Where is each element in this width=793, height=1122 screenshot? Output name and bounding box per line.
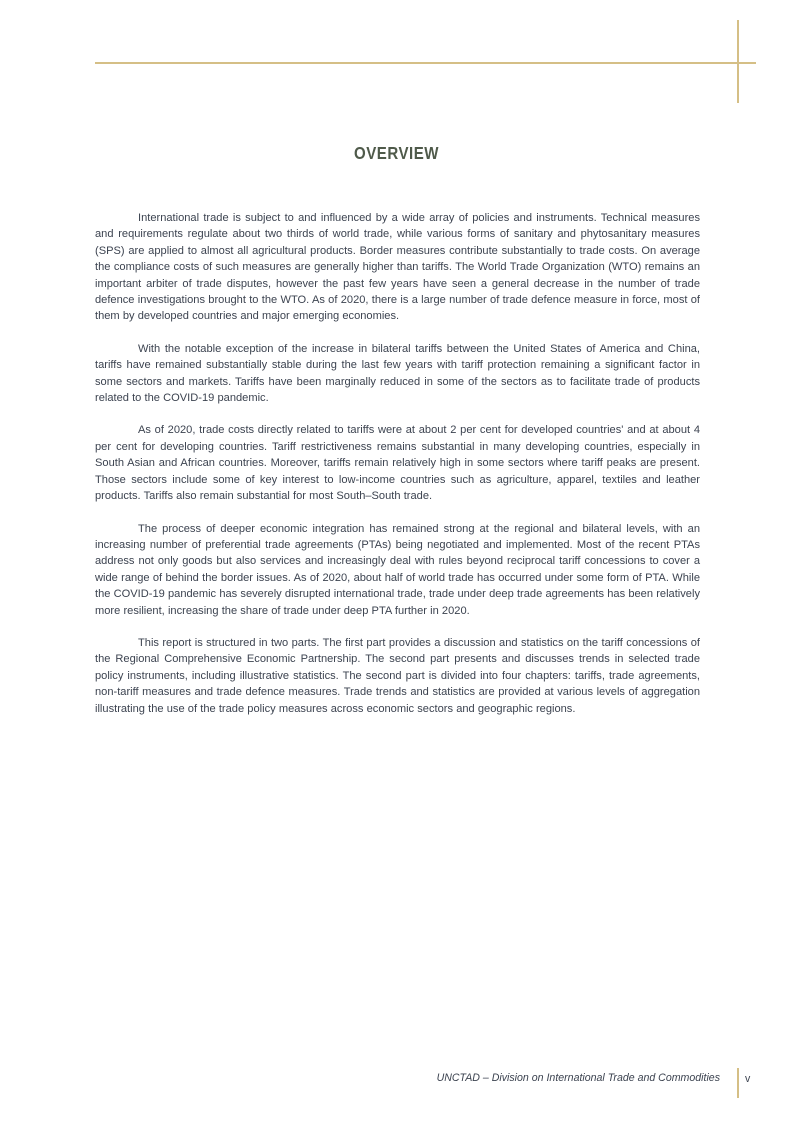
page-footer: [0, 1068, 793, 1098]
body-text-block: [95, 210, 700, 717]
page-title: OVERVIEW: [354, 143, 439, 163]
header-vertical-rule: [737, 20, 739, 103]
paragraph: The process of deeper economic integration has remained strong at the regional and bilateral levels, with an increasing number of preferential trade agreements (PTAs) being negotiated and implemented. Most of the recent PTAs address not only goods but also services and increasingly deal with rules beyond reciprocal tariff concessions to cover a wide range of behind the border issues. As of 2020, about half of world trade has occurred under some form of PTA. While the COVID-19 pandemic has severely disrupted international trade, trade under deep trade agreements has been relatively more resilient, increasing the share of trade under deep PTA further in 2020.: [95, 522, 700, 617]
footer-attribution: UNCTAD – Division on International Trade and Commodities: [436, 1072, 720, 1084]
paragraph: International trade is subject to and influenced by a wide array of policies and instruments. Technical measures and requirements regulate about two thirds of world trade, while various forms of sanitary and phytosanitary measures (SPS) are applied to almost all agricultural products. Border measures contribute substantially to trade costs. On average the compliance costs of such measures are generally higher than tariffs. The World Trade Organization (WTO) remains an important arbiter of trade disputes, however the past few years have seen a general decrease in the number of trade defence investigations brought to the WTO. As of 2020, there is a large number of trade defence measure in force, most of them by developed countries and major emerging economies.: [95, 212, 700, 323]
header-horizontal-rule: [95, 62, 756, 64]
paragraph: This report is structured in two parts. The first part provides a discussion and statistics on the tariff concessions of the Regional Comprehensive Economic Partnership. The second part presents and discusses trends in selected trade policy instruments, including illustrative statistics. The second part is divided into four chapters: tariffs, trade agreements, non-tariff measures and trade defence measures. Trade trends and statistics are provided at various levels of aggregation illustrating the use of the trade policy measures across economic sectors and geographic regions.: [95, 636, 700, 715]
paragraph: With the notable exception of the increase in bilateral tariffs between the United States of America and China, tariffs have remained substantially stable during the last few years with tariff protection remaining a significant factor in some sectors and markets. Tariffs have been marginally reduced in some of the sectors as to facilitate trade of products related to the COVID-19 pandemic.: [95, 342, 700, 405]
footer-vertical-rule: [737, 1068, 739, 1098]
page-number: v: [745, 1073, 751, 1085]
paragraph: As of 2020, trade costs directly related to tariffs were at about 2 per cent for developed countries' and at about 4 per cent for developing countries. Tariff restrictiveness remains substantial in many developing countries, especially in South Asian and African countries. Moreover, tariffs remain relatively high in some sectors where tariff peaks are present. Those sectors include some of key interest to low-income countries such as agriculture, apparel, textiles and leather products. Tariffs also remain substantial for most South–South trade.: [95, 424, 700, 503]
